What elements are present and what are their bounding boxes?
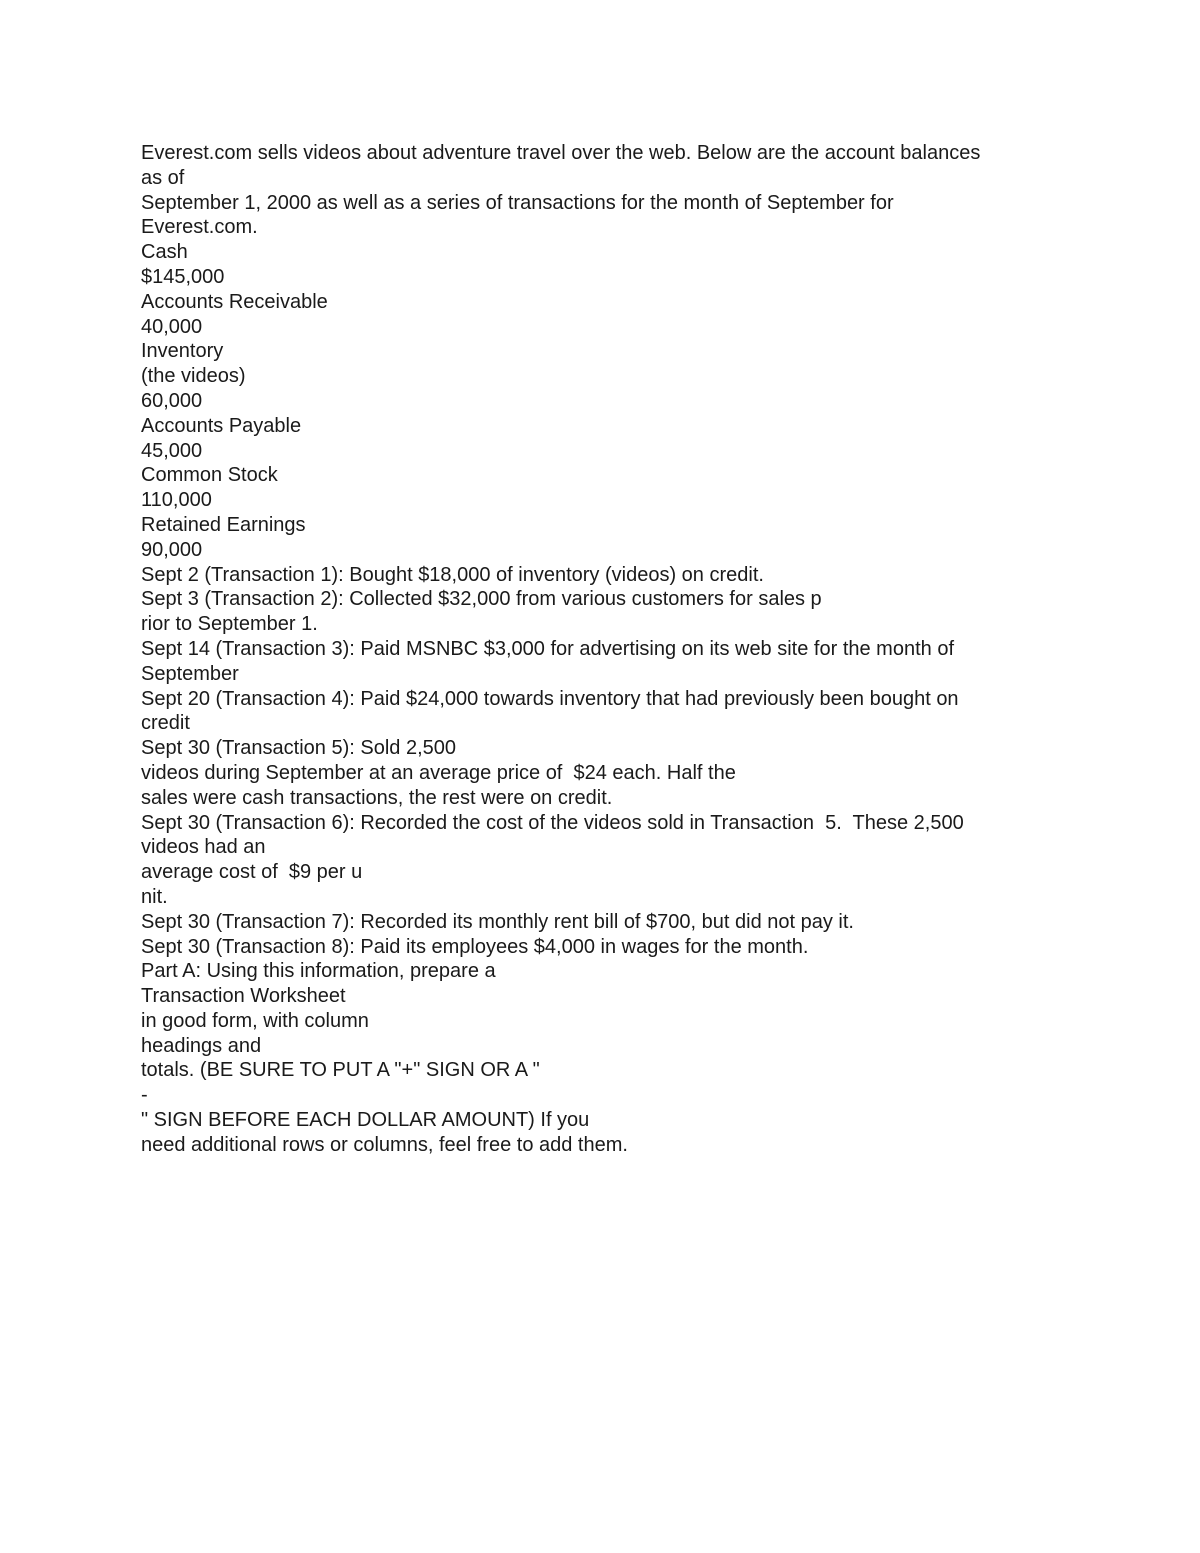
- intro-line-2: as of: [141, 166, 185, 189]
- part-a-line-6: -: [141, 1084, 148, 1107]
- part-a-line-4: headings and: [141, 1034, 262, 1057]
- transaction-1-line: Sept 2 (Transaction 1): Bought $18,000 of inventory (videos) on credit.: [141, 563, 764, 586]
- account-inventory-value: 60,000: [141, 389, 203, 412]
- part-a-line-7: " SIGN BEFORE EACH DOLLAR AMOUNT) If you: [141, 1109, 590, 1132]
- account-inventory-note: (the videos): [141, 365, 246, 388]
- account-common-stock-label: Common Stock: [141, 464, 278, 487]
- part-a-line-1: Part A: Using this information, prepare a: [141, 960, 496, 983]
- account-receivable-label: Accounts Receivable: [141, 290, 328, 313]
- intro-line-3: September 1, 2000 as well as a series of transactions for the month of September for: [141, 191, 894, 214]
- transaction-3-line-1: Sept 14 (Transaction 3): Paid MSNBC $3,000 for advertising on its web site for the month of: [141, 637, 954, 660]
- intro-line-1: Everest.com sells videos about adventure travel over the web. Below are the account balances: [141, 142, 981, 164]
- intro-line-4: Everest.com.: [141, 216, 258, 239]
- transaction-5-line-1: Sept 30 (Transaction 5): Sold 2,500: [141, 737, 456, 760]
- part-a-line-3: in good form, with column: [141, 1009, 369, 1032]
- transaction-6-line-4: nit.: [141, 885, 168, 908]
- transaction-4-line-1: Sept 20 (Transaction 4): Paid $24,000 towards inventory that had previously been bought on: [141, 687, 959, 710]
- transaction-6-line-3: average cost of $9 per u: [141, 861, 363, 884]
- transaction-2-line-1: Sept 3 (Transaction 2): Collected $32,000 from various customers for sales p: [141, 588, 822, 611]
- account-cash-value: $145,000: [141, 265, 225, 288]
- transaction-5-line-2: videos during September at an average price of $24 each. Half the: [141, 761, 736, 784]
- transaction-6-line-1: Sept 30 (Transaction 6): Recorded the cost of the videos sold in Transaction 5. These 2,500: [141, 811, 964, 834]
- document-body: [141, 141, 1081, 1158]
- transaction-7-line: Sept 30 (Transaction 7): Recorded its monthly rent bill of $700, but did not pay it.: [141, 910, 854, 933]
- transaction-4-line-2: credit: [141, 712, 190, 735]
- part-a-line-5: totals. (BE SURE TO PUT A "+" SIGN OR A ": [141, 1059, 540, 1082]
- account-inventory-label: Inventory: [141, 340, 224, 363]
- transaction-3-line-2: September: [141, 662, 239, 685]
- account-payable-label: Accounts Payable: [141, 414, 302, 437]
- transaction-8-line: Sept 30 (Transaction 8): Paid its employees $4,000 in wages for the month.: [141, 935, 809, 958]
- account-retained-earnings-label: Retained Earnings: [141, 513, 306, 536]
- part-a-line-8: need additional rows or columns, feel free to add them.: [141, 1133, 628, 1156]
- transaction-5-line-3: sales were cash transactions, the rest were on credit.: [141, 786, 613, 809]
- account-common-stock-value: 110,000: [141, 489, 212, 512]
- account-cash-label: Cash: [141, 241, 188, 264]
- account-payable-value: 45,000: [141, 439, 203, 462]
- account-receivable-value: 40,000: [141, 315, 203, 338]
- account-retained-earnings-value: 90,000: [141, 538, 203, 561]
- part-a-line-2: Transaction Worksheet: [141, 985, 346, 1008]
- transaction-6-line-2: videos had an: [141, 836, 266, 859]
- transaction-2-line-2: rior to September 1.: [141, 613, 318, 636]
